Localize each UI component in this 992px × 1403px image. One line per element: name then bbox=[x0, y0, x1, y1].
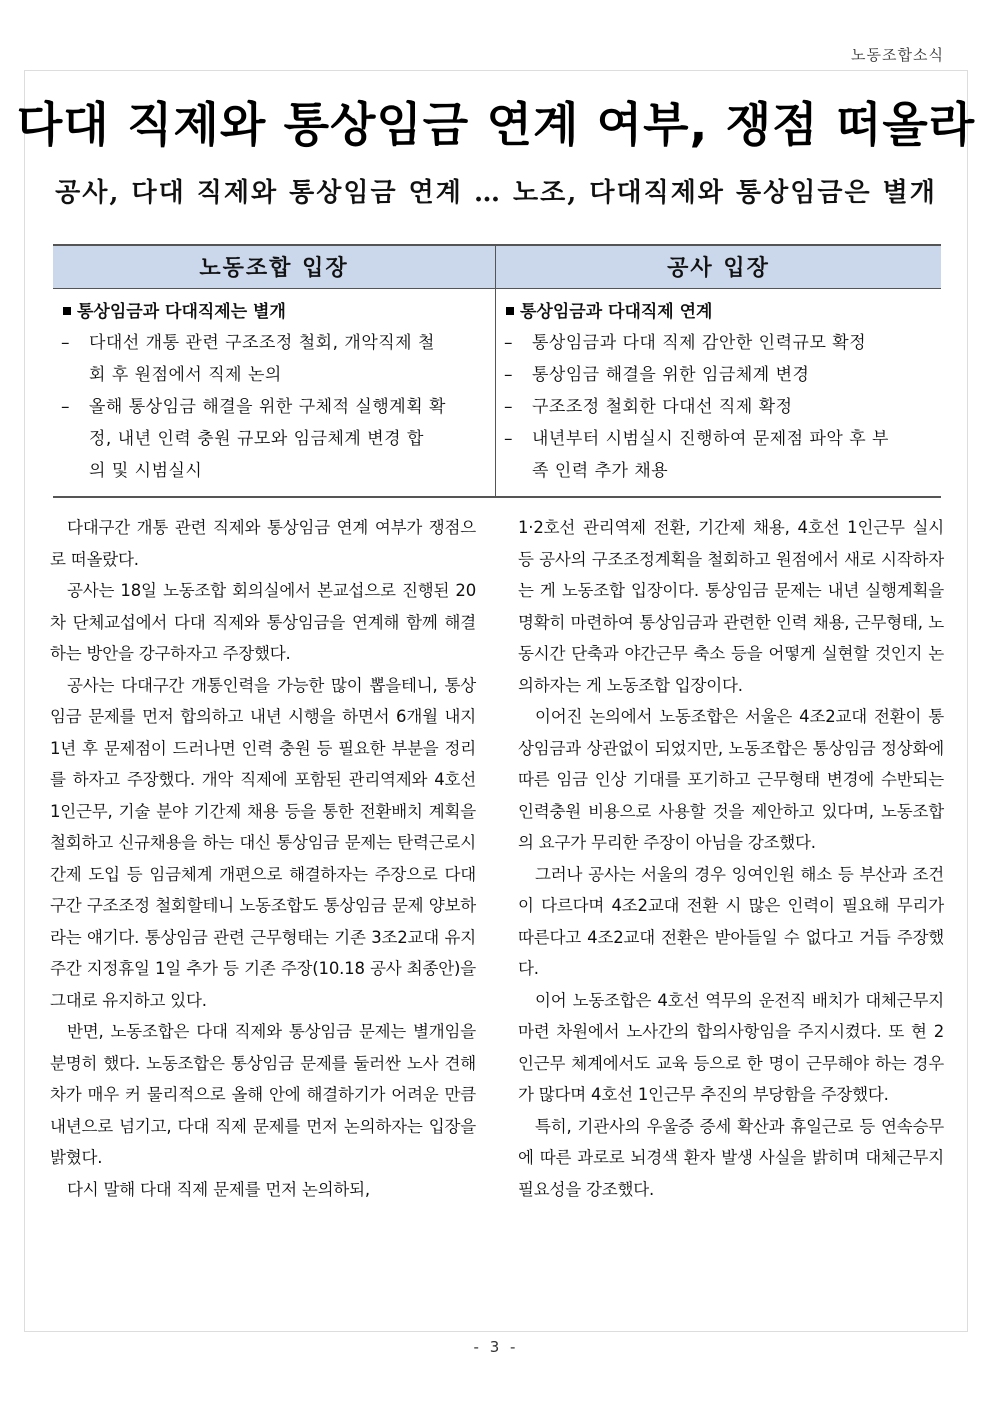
company-position-column bbox=[496, 246, 941, 496]
company-item: – 통상임금 해결을 위한 임금체계 변경 bbox=[504, 359, 933, 391]
dash-bullet-icon: – bbox=[61, 397, 70, 417]
company-position-title: 공사 입장 bbox=[496, 246, 941, 289]
article-paragraph: 다시 말해 다대 직제 문제를 먼저 논의하되, bbox=[67, 1179, 370, 1199]
section-label: 노동조합소식 bbox=[851, 46, 944, 64]
dash-bullet-icon: – bbox=[504, 365, 513, 385]
union-item: – 다대선 개통 관련 구조조정 철회, 개악직제 철 회 후 원점에서 직제 논의 bbox=[61, 327, 487, 391]
dash-bullet-icon: – bbox=[61, 333, 70, 353]
article-paragraph: 반면, 노동조합은 다대 직제와 통상임금 문제는 별개임을 분명히 했다. 노동조합은 통상임금 문제를 둘러싼 노사 견해차가 매우 커 물리적으로 올해 안에 해결하기가 어려운 만큼 내년으로 넘기고, 다대 직제 문제를 먼저 논의하자는 입장을 밝혔다. bbox=[50, 1022, 476, 1167]
article-paragraph: 공사는 다대구간 개통인력을 가능한 많이 뽑을테니, 통상임금 문제를 먼저 합의하고 내년 시행을 하면서 6개월 내지 1년 후 문제점이 드러나면 인력 충원 등 필요한 부분을 정리를 하자고 주장했다. 개악 직제에 포함된 관리역제와 4호선 1인근무, 기술 분야 기간제 채용 등을 통한 전환배치 계획을 철회하고 신규채용을 하는 대신 통상임금 문제는 탄력근로시간제 도입 등 임금체계 개편으로 해결하자는 주장으로 다대구간 구조조정 철회할테니 노동조합도 통상임금 문제 양보하라는 얘기다. 통상임금 관련 근무형태는 기존 3조2교대 유지 주간 지정휴일 1일 추가 등 기존 주장(10.18 공사 최종안)을 그대로 유지하고 있다. bbox=[50, 675, 476, 1010]
company-position-heading: 통상임금과 다대직제 연계 bbox=[504, 297, 933, 327]
article-paragraph: 특히, 기관사의 우울증 증세 확산과 휴일근로 등 연속승무에 따른 과로로 뇌경색 환자 발생 사실을 밝히며 대체근무지 필요성을 강조했다. bbox=[518, 1116, 944, 1199]
union-item: – 올해 통상임금 해결을 위한 구체적 실행계획 확 정, 내년 인력 충원 규모와 임금체계 변경 합 의 및 시범실시 bbox=[61, 391, 487, 487]
company-position-body bbox=[496, 289, 941, 487]
union-position-column bbox=[53, 246, 496, 496]
square-bullet-icon bbox=[506, 307, 514, 315]
square-bullet-icon bbox=[63, 307, 71, 315]
company-item: – 통상임금과 다대 직제 감안한 인력규모 확정 bbox=[504, 327, 933, 359]
article-paragraph: 공사는 18일 노동조합 회의실에서 본교섭으로 진행된 20차 단체교섭에서 다대 직제와 통상임금을 연계해 함께 해결하는 방안을 강구하자고 주장했다. bbox=[50, 581, 476, 663]
article-paragraph: 1·2호선 관리역제 전환, 기간제 채용, 4호선 1인근무 실시 등 공사의 구조조정계획을 철회하고 원점에서 새로 시작하자는 게 노동조합 입장이다. 통상임금 문제는 내년 실행계획을 명확히 마련하여 통상임금과 관련한 인력 채용, 근무형태, 노동시간 단축과 야간근무 축소 등을 어떻게 실현할 것인지 논의하자는 게 노동조합 입장이다. bbox=[518, 518, 944, 695]
article-paragraph: 이어 노동조합은 4호선 역무의 운전직 배치가 대체근무지 마련 차원에서 노사간의 합의사항임을 주지시켰다. 또 현 2인근무 체계에서도 교육 등으로 한 명이 근무해야 하는 경우가 많다며 4호선 1인근무 추진의 부당함을 주장했다. bbox=[518, 990, 944, 1104]
article-paragraph: 다대구간 개통 관련 직제와 통상임금 연계 여부가 쟁점으로 떠올랐다. bbox=[50, 518, 476, 569]
dash-bullet-icon: – bbox=[504, 429, 513, 449]
article-paragraph: 이어진 논의에서 노동조합은 서울은 4조2교대 전환이 통상임금과 상관없이 되었지만, 노동조합은 통상임금 정상화에 따른 임금 인상 기대를 포기하고 근무형태 변경에 수반되는 인력충원 비용으로 사용할 것을 제안하고 있다며, 노동조합의 요구가 무리한 주장이 아님을 강조했다. bbox=[518, 707, 944, 852]
union-position-body bbox=[53, 289, 495, 487]
article-paragraph: 그러나 공사는 서울의 경우 잉여인원 해소 등 부산과 조건이 다르다며 4조2교대 전환 시 많은 인력이 필요해 무리가 따른다고 4조2교대 전환은 받아들일 수 없다고 거듭 주장했다. bbox=[518, 864, 944, 978]
dash-bullet-icon: – bbox=[504, 333, 513, 353]
page-number: - 3 - bbox=[473, 1338, 519, 1356]
comparison-table bbox=[53, 244, 941, 498]
article-column-right bbox=[518, 512, 944, 1205]
dash-bullet-icon: – bbox=[504, 397, 513, 417]
article-column-left bbox=[50, 512, 476, 1205]
company-item: – 내년부터 시범실시 진행하여 문제점 파악 후 부 족 인력 추가 채용 bbox=[504, 423, 933, 487]
subheadline: 공사, 다대 직제와 통상임금 연계 … 노조, 다대직제와 통상임금은 별개 bbox=[55, 178, 937, 208]
union-position-title: 노동조합 입장 bbox=[53, 246, 495, 289]
headline: 다대 직제와 통상임금 연계 여부, 쟁점 떠올라 bbox=[16, 98, 976, 153]
union-position-heading: 통상임금과 다대직제는 별개 bbox=[61, 297, 487, 327]
company-item: – 구조조정 철회한 다대선 직제 확정 bbox=[504, 391, 933, 423]
